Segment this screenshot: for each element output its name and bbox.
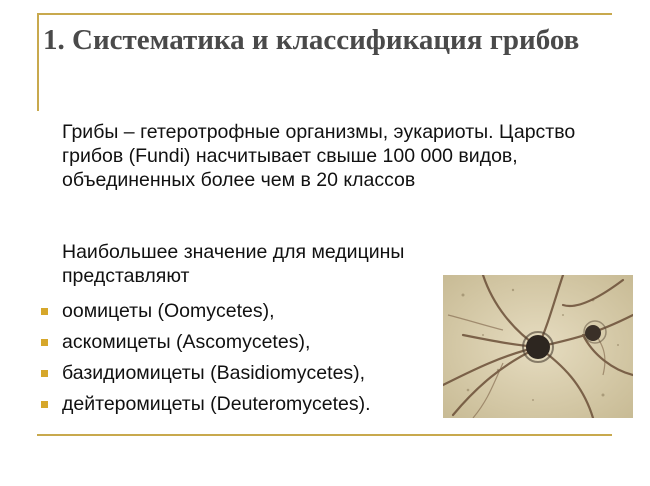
fungi-micrograph-image: [443, 275, 633, 418]
square-bullet-icon: [41, 339, 48, 346]
list-item-label: оомицеты (Oomycetes),: [62, 300, 275, 322]
list-item-label: аскомицеты (Ascomycetes),: [62, 331, 311, 353]
top-divider: [37, 13, 612, 15]
bottom-divider: [37, 434, 612, 436]
square-bullet-icon: [41, 370, 48, 377]
left-divider: [37, 13, 39, 111]
list-item: [38, 361, 448, 392]
intro-paragraph: Грибы – гетеротрофные организмы, эукариоты. Царство грибов (Fundi) насчитывает свыше 100 000 видов, объединенных более чем в 20 классов: [62, 121, 576, 191]
square-bullet-icon: [41, 308, 48, 315]
list-item-label: дейтеромицеты (Deuteromycetes).: [62, 393, 371, 415]
list-item: [38, 299, 448, 330]
list-item: [38, 330, 448, 361]
list-item-label: базидиомицеты (Basidiomycetes),: [62, 362, 366, 384]
fungi-classes-list: [38, 299, 448, 423]
slide-title: 1. Систематика и классификация грибов: [43, 24, 580, 56]
list-item: [38, 392, 448, 423]
micrograph-drawing: [443, 275, 633, 418]
square-bullet-icon: [41, 401, 48, 408]
medical-significance-paragraph: Наибольшее значение для медицины представляют: [62, 241, 405, 287]
